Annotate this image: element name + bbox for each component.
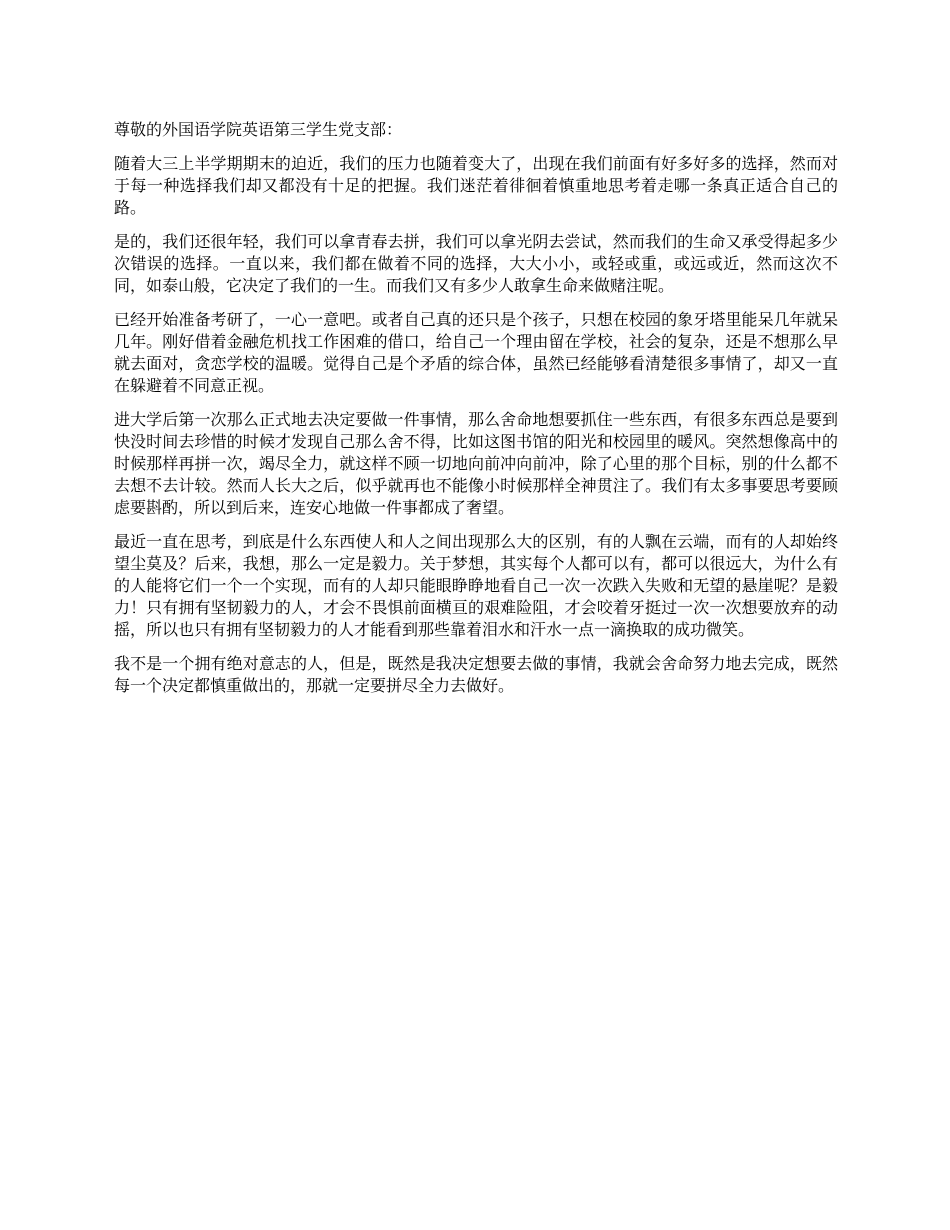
paragraph-4: 进大学后第一次那么正式地去决定要做一件事情，那么舍命地想要抓住一些东西，有很多东西总是要到快没时间去珍惜的时候才发现自己那么舍不得，比如这图书馆的阳光和校园里的暖风。突然想像高中的时候那样再拼一次，竭尽全力，就这样不顾一切地向前冲向前冲，除了心里的那个目标，别的什么都不去想不去计较。然而人长大之后，似乎就再也不能像小时候那样全神贯注了。我们有太多事要思考要顾虑要斟酌，所以到后来，连安心地做一件事都成了奢望。 — [114, 410, 838, 517]
paragraph-1: 随着大三上半学期期末的迫近，我们的压力也随着变大了，出现在我们前面有好多好多的选择，然而对于每一种选择我们却又都没有十足的把握。我们迷茫着徘徊着慎重地思考着走哪一条真正适合自己的路。 — [114, 154, 838, 217]
salutation: 尊敬的外国语学院英语第三学生党支部： — [114, 120, 403, 139]
paragraph-5: 最近一直在思考，到底是什么东西使人和人之间出现那么大的区别，有的人飘在云端，而有的人却始终望尘莫及？后来，我想，那么一定是毅力。关于梦想，其实每个人都可以有，都可以很远大，为什么有的人能将它们一个一个实现，而有的人却只能眼睁睁地看自己一次一次跌入失败和无望的悬崖呢？是毅力！只有拥有坚韧毅力的人，才会不畏惧前面横亘的艰难险阻，才会咬着牙挺过一次一次想要放弃的动摇，所以也只有拥有坚韧毅力的人才能看到那些靠着泪水和汗水一点一滴换取的成功微笑。 — [114, 532, 838, 639]
document-page — [114, 119, 838, 709]
paragraph-2: 是的，我们还很年轻，我们可以拿青春去拼，我们可以拿光阴去尝试，然而我们的生命又承受得起多少次错误的选择。一直以来，我们都在做着不同的选择，大大小小，或轻或重，或远或近，然而这次不同，如泰山般，它决定了我们的一生。而我们又有多少人敢拿生命来做赌注呢。 — [114, 232, 838, 295]
paragraph-3: 已经开始准备考研了，一心一意吧。或者自己真的还只是个孩子，只想在校园的象牙塔里能呆几年就呆几年。刚好借着金融危机找工作困难的借口，给自己一个理由留在学校，社会的复杂，还是不想那么早就去面对，贪恋学校的温暖。觉得自己是个矛盾的综合体，虽然已经能够看清楚很多事情了，却又一直在躲避着不同意正视。 — [114, 310, 838, 395]
paragraph-6: 我不是一个拥有绝对意志的人，但是，既然是我决定想要去做的事情，我就会舍命努力地去完成，既然每一个决定都慎重做出的，那就一定要拼尽全力去做好。 — [114, 654, 838, 695]
